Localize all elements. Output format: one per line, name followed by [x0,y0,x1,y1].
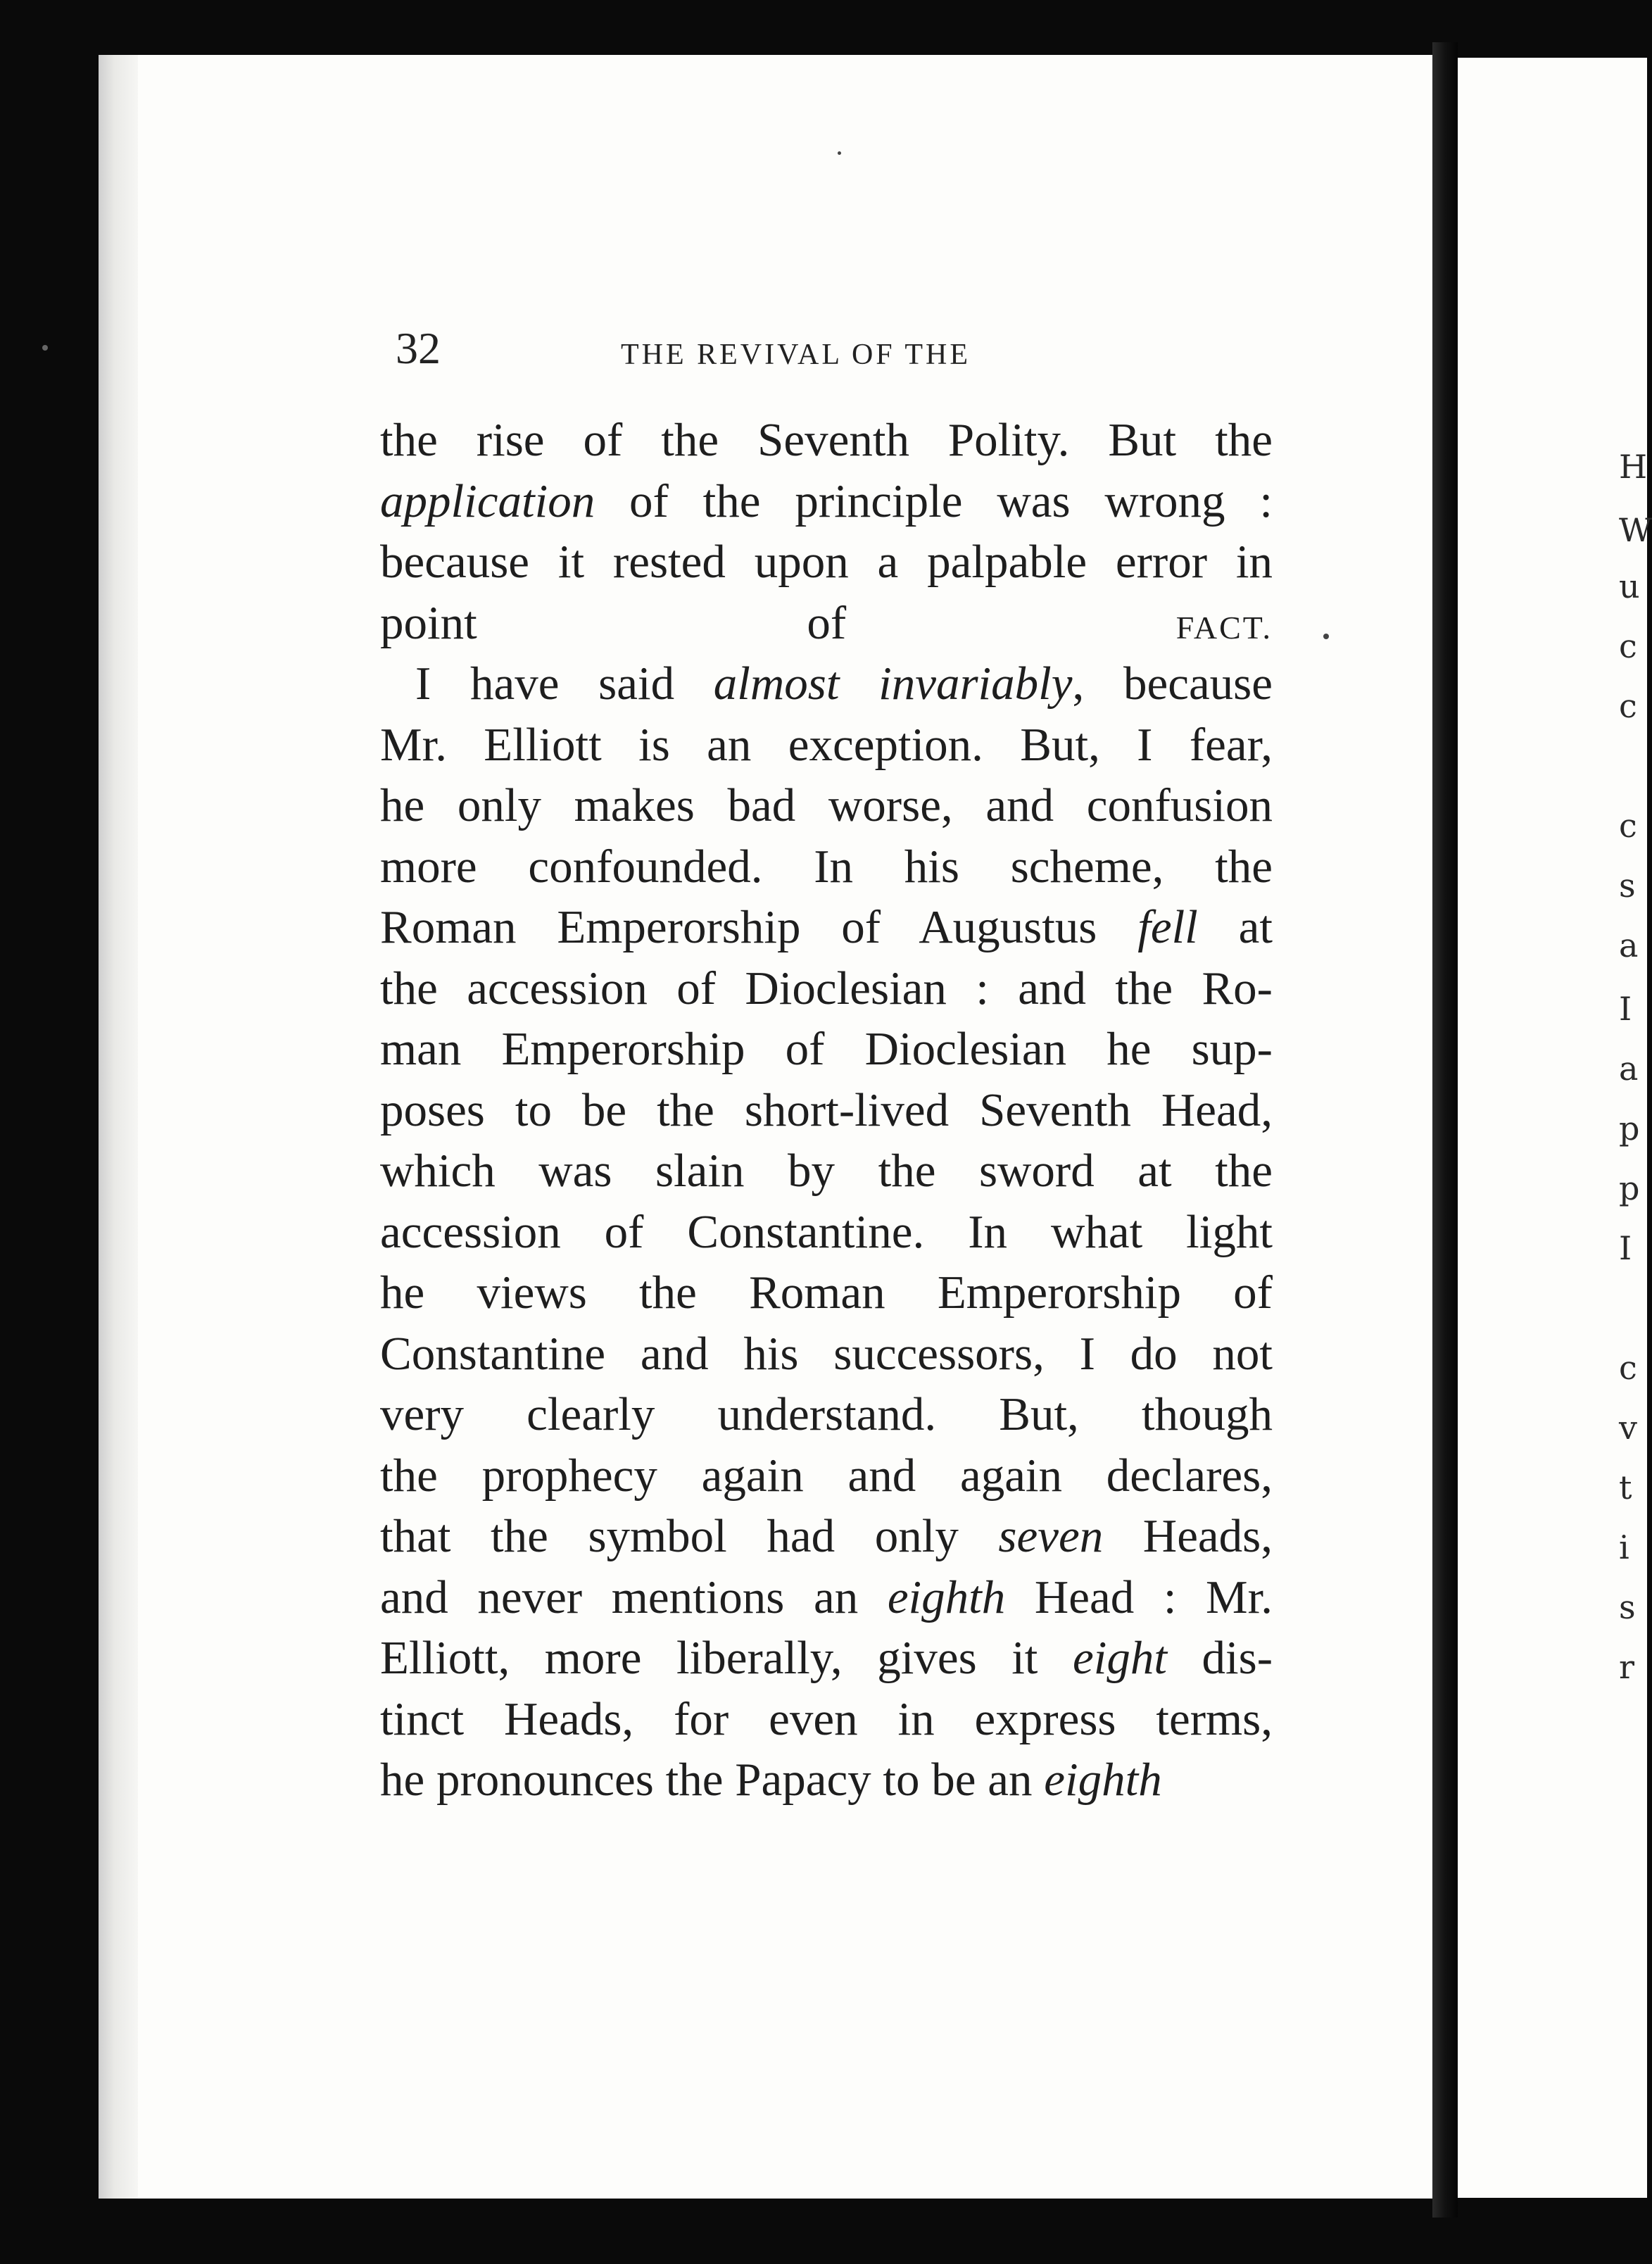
text-line [380,775,1273,836]
text-line [380,1019,1273,1080]
text-line [380,1567,1273,1628]
text-run: Head : Mr. [1005,1571,1273,1623]
text-line [380,836,1273,898]
text-run: he views the Roman Emperorship of [380,1266,1273,1319]
text-line [380,471,1273,532]
text-run: he pronounces the Papacy to be an [380,1754,1045,1806]
text-line [380,1262,1273,1323]
text-run: accession of Constantine. In what light [380,1205,1273,1258]
facing-page-letter: c [1619,807,1637,845]
text-run: dis- [1166,1632,1273,1684]
running-head [396,320,1374,377]
facing-page-letter: H [1619,448,1648,486]
text-line [380,593,1273,654]
facing-page-letter: p [1619,1109,1640,1147]
italic-text: fell [1137,901,1198,953]
text-line [380,1080,1273,1141]
italic-text: eighth [1044,1754,1162,1806]
running-title: THE REVIVAL OF THE [621,339,971,371]
text-run: at [1197,901,1273,953]
book-gutter [1432,42,1458,2218]
text-run: because it rested upon a palpable error in [380,536,1273,588]
facing-page-letter: c [1619,627,1637,665]
text-run: Mr. Elliott is an exception. But, I fear, [380,718,1273,771]
text-run: that the symbol had only [380,1510,999,1562]
italic-text: eighth [887,1571,1006,1623]
text-run: , because [1072,658,1273,710]
text-line [380,1323,1273,1385]
text-line [380,1506,1273,1567]
facing-page-letter: I [1619,990,1632,1028]
facing-page-letter: i [1619,1528,1629,1566]
facing-page-letter: I [1619,1229,1632,1267]
facing-page-letter: r [1619,1648,1634,1686]
facing-page-letter: p [1619,1169,1640,1207]
scan-speck [1323,634,1329,639]
facing-page-letter: u [1619,567,1640,605]
text-run: Heads, [1103,1510,1273,1562]
facing-page-letter: W [1619,511,1652,549]
text-line [380,1749,1273,1811]
text-run: he only makes bad worse, and confusion [380,779,1273,831]
page-edge-shadow [99,55,138,2199]
text-run: Elliott, more liberally, gives it [380,1632,1073,1684]
text-line [380,897,1273,958]
facing-page-letter: v [1619,1409,1637,1447]
text-run: I have said [415,658,714,710]
facing-page-letter: a [1619,926,1639,964]
text-line [380,532,1273,593]
facing-page-letter: a [1619,1050,1639,1088]
italic-text: application [380,474,595,527]
text-line [380,715,1273,776]
text-run: Roman Emperorship of Augustus [380,901,1138,953]
text-line [380,1445,1273,1507]
text-run: more confounded. In his scheme, the [380,840,1273,893]
text-run: the rise of the Seventh Polity. But the [380,414,1273,466]
facing-page-letter: c [1619,1349,1637,1387]
text-run: the accession of Dioclesian : and the Ro- [380,962,1273,1014]
scan-speck [838,151,841,155]
text-run: Constantine and his successors, I do not [380,1327,1273,1380]
small-caps-text: FACT. [1175,609,1273,646]
text-run: poses to be the short-lived Seventh Head, [380,1083,1273,1136]
text-run: and never mentions an [380,1571,888,1623]
facing-page-letter: c [1619,687,1637,725]
text-run: point of [380,596,1176,649]
text-run: which was slain by the sword at the [380,1145,1273,1197]
italic-text: almost invariably [713,658,1073,710]
text-line [380,1689,1273,1750]
text-run: man Emperorship of Dioclesian he sup- [380,1023,1273,1075]
text-run: very clearly understand. But, though [380,1388,1273,1440]
text-run: of the principle was wrong : [595,474,1273,527]
text-line [380,410,1273,471]
facing-page-letter: s [1619,1588,1636,1626]
text-line [380,1384,1273,1445]
text-line [380,1140,1273,1202]
text-line [380,653,1273,715]
scan-speck [42,345,48,351]
text-run: tinct Heads, for even in express terms, [380,1692,1273,1745]
text-line [380,958,1273,1019]
facing-page-text-fragments [1619,0,1652,2264]
facing-page-letter: s [1619,867,1636,905]
text-line [380,1202,1273,1263]
facing-page-letter: t [1619,1469,1632,1507]
italic-text: eight [1072,1632,1167,1684]
page-number: 32 [396,323,441,373]
text-line [380,1628,1273,1689]
body-text [380,410,1273,1811]
text-run: the prophecy again and again declares, [380,1449,1273,1502]
italic-text: seven [998,1510,1104,1562]
